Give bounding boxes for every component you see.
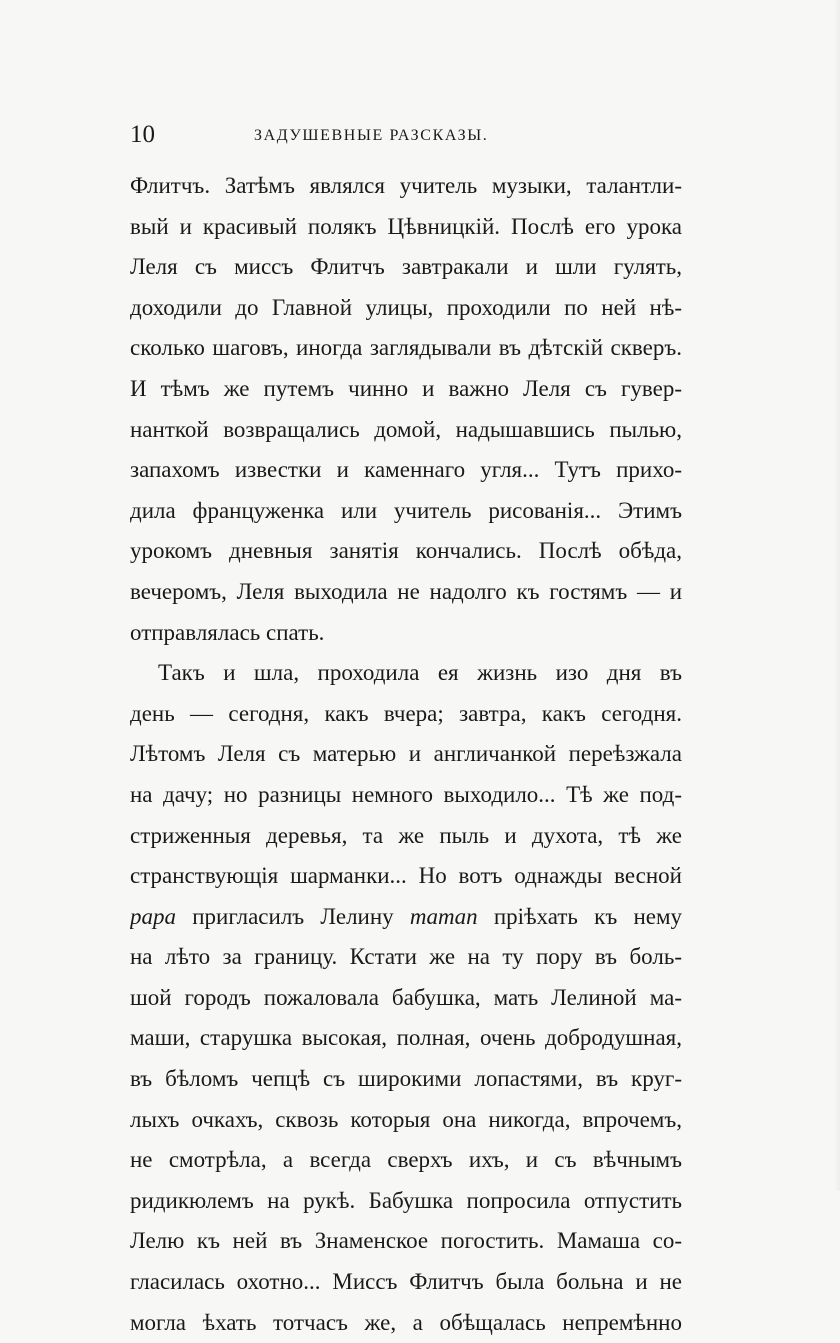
text-line: въ бѣломъ чепцѣ съ широкими лопастями, въ круг- (130, 1066, 682, 1092)
text-line: запахомъ известки и каменнаго угля... Тутъ прихо- (130, 457, 682, 483)
text-line: гласилась охотно... Миссъ Флитчъ была больна и не (130, 1269, 682, 1295)
body-text (130, 166, 682, 1343)
text-line: вый и красивый полякъ Цѣвницкій. Послѣ его урока (130, 213, 682, 239)
page-edge-shadow (834, 0, 840, 1191)
text-line: Лѣтомъ Леля съ матерью и англичанкой переѣзжала (130, 741, 682, 767)
text-segment: пригласилъ Лелину (192, 903, 394, 929)
text-line: странствующія шарманки... Но вотъ однажды весной (130, 863, 682, 889)
text-line: шой городъ пожаловала бабушка, мать Лелиной ма- (130, 984, 682, 1010)
text-line: не смотрѣла, а всегда сверхъ ихъ, и съ вѣчнымъ (130, 1147, 682, 1173)
paragraph-end-line: отправлялась спать. (130, 619, 325, 645)
text-line: нанткой возвращались домой, надышавшись пылью, (130, 416, 682, 442)
text-line: Флитчъ. Затѣмъ являлся учитель музыки, талантли- (130, 173, 682, 198)
paragraph-start-line: Такъ и шла, проходила ея жизнь изо дня въ (158, 660, 682, 686)
italic-word-maman: maman (409, 903, 478, 929)
text-line: дила француженка или учитель рисованія... Этимъ (130, 497, 682, 523)
text-line: могла ѣхать тотчасъ же, а обѣщалась непремѣнно (130, 1309, 682, 1335)
text-segment: пріѣхать къ нему (493, 903, 682, 929)
text-line: ридикюлемъ на рукѣ. Бабушка попросила отпустить (130, 1187, 682, 1213)
text-line: доходили до Главной улицы, проходили по ней нѣ- (130, 294, 682, 320)
running-title: ЗАДУШЕВНЫЕ РАЗСКАЗЫ. (254, 127, 489, 144)
text-line: Лелю къ ней въ Знаменское погостить. Мамаша со- (130, 1228, 682, 1254)
text-line: урокомъ дневныя занятія кончались. Послѣ обѣда, (130, 538, 682, 564)
page-header (130, 120, 680, 154)
text-line: маши, старушка высокая, полная, очень добродушная, (130, 1025, 682, 1051)
page-number: 10 (130, 121, 155, 148)
text-line: лыхъ очкахъ, сквозь которыя она никогда, впрочемъ, (130, 1106, 682, 1132)
italic-word-papa: papa (130, 903, 176, 929)
text-line: день — сегодня, какъ вчера; завтра, какъ сегодня. (130, 700, 682, 726)
text-line-with-italics (130, 897, 682, 938)
text-line: вечеромъ, Леля выходила не надолго къ гостямъ — и (130, 578, 682, 604)
text-line: сколько шаговъ, иногда заглядывали въ дѣтскій скверъ. (130, 335, 682, 361)
text-line: на дачу; но разницы немного выходило... Тѣ же под- (130, 781, 682, 807)
text-line: И тѣмъ же путемъ чинно и важно Леля съ гувер- (130, 375, 682, 401)
text-line: Леля съ миссъ Флитчъ завтракали и шли гулять, (130, 254, 682, 280)
text-line: на лѣто за границу. Кстати же на ту пору въ боль- (130, 944, 682, 970)
text-line: стриженныя деревья, та же пыль и духота, тѣ же (130, 822, 682, 848)
